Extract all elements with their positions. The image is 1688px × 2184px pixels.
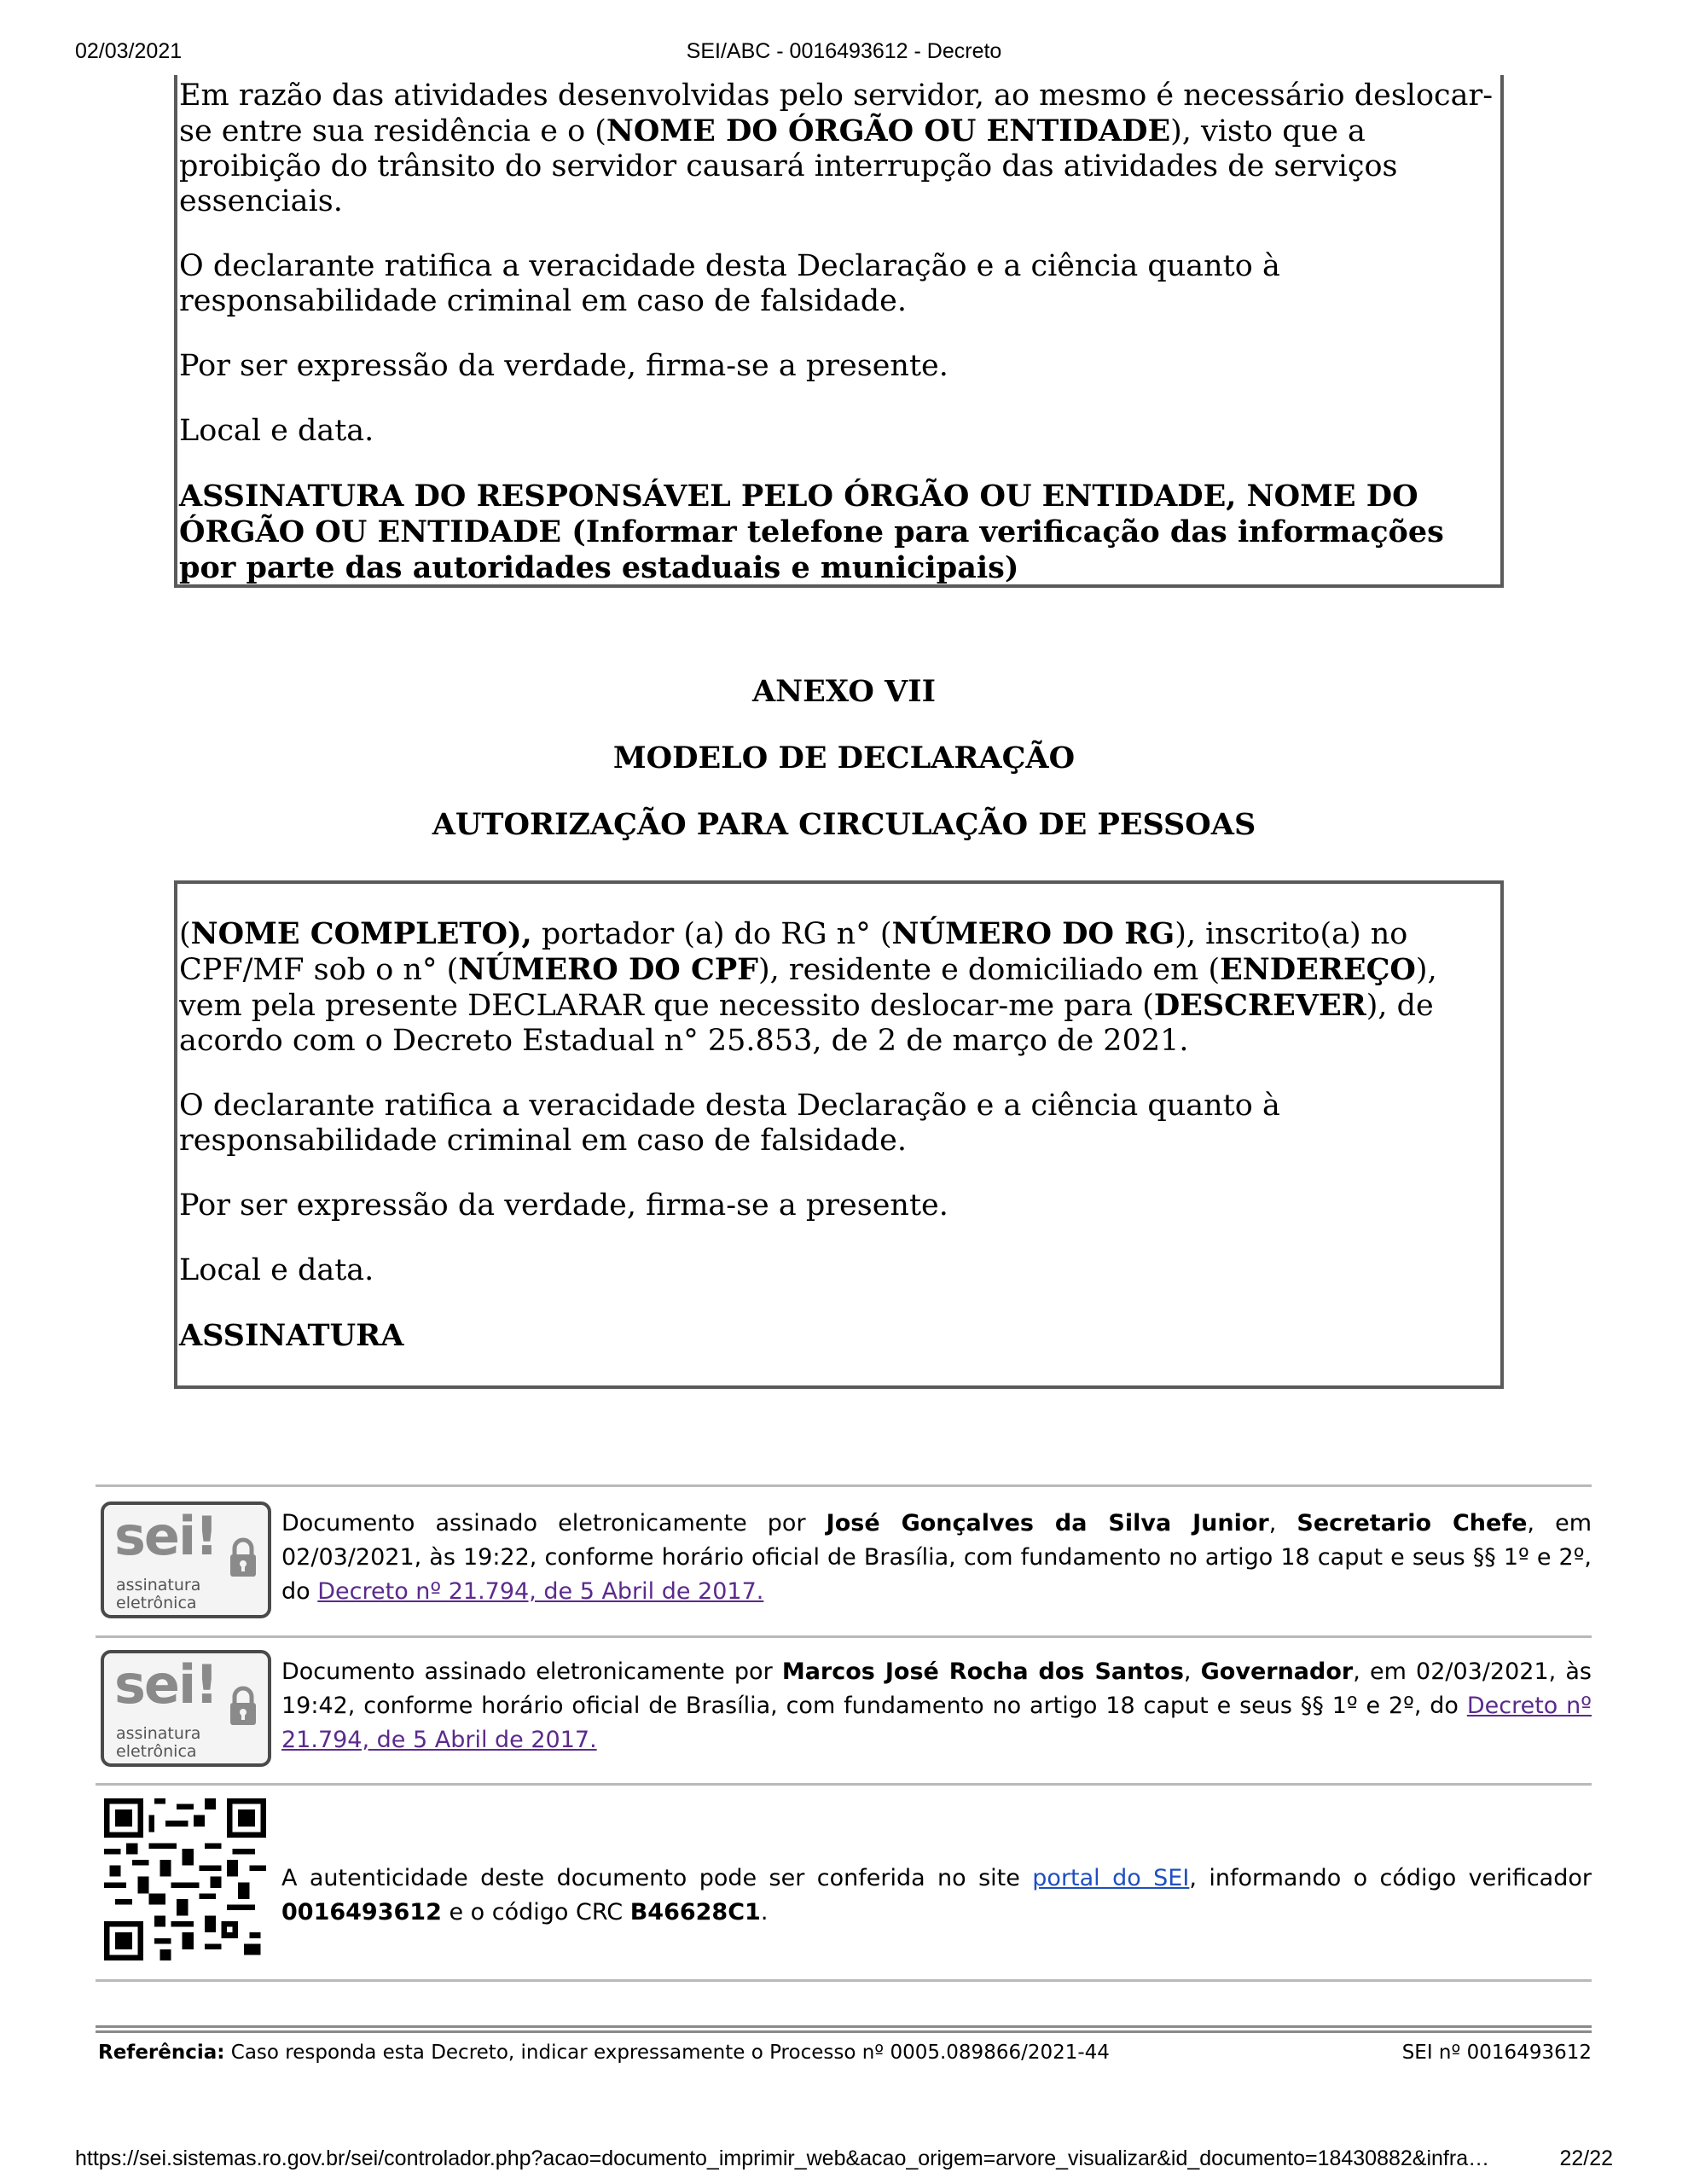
authenticity-block <box>96 1798 1592 1969</box>
print-header <box>0 39 1688 67</box>
annex-subject: AUTORIZAÇÃO PARA CIRCULAÇÃO DE PESSOAS <box>432 807 1256 842</box>
print-date: 02/03/2021 <box>75 39 183 63</box>
signature-block-2 <box>96 1650 1592 1778</box>
decree-link[interactable]: Decreto nº 21.794, de 5 Abril de 2017. <box>317 1578 764 1605</box>
paragraph-residence: Em razão das atividades desenvolvidas pelo servidor, ao mesmo é necessário deslocar-se entre sua residência e o (NOME DO ÓRGÃO OU ENTIDADE), visto que a proibição do trânsito do servidor causará interrupção das atividades de serviços essenciais. <box>179 78 1494 218</box>
sei-portal-link[interactable]: portal do SEI <box>1032 1865 1190 1891</box>
signature-text: Documento assinado eletronicamente por Marcos José Rocha dos Santos, Governador, em 02/03/2021, às 19:42, conforme horário oficial de Brasília, com fundamento no artigo 18 caput e seus §§ 1º e 2º, do Decreto nº 21.794, de 5 Abril de 2017. <box>281 1658 1592 1753</box>
print-title: SEI/ABC - 0016493612 - Decreto <box>686 39 1002 63</box>
divider <box>96 1783 1592 1786</box>
paragraph-place-date: Local e data. <box>179 414 374 448</box>
authenticity-text: A autenticidade deste documento pode ser conferida no site portal do SEI, informando o código verificador 0016493612 e o código CRC B46628C1. <box>281 1865 1592 1926</box>
signature-block-1 <box>96 1502 1592 1629</box>
lock-icon <box>228 1686 258 1727</box>
divider <box>96 2030 1592 2033</box>
annex-number: ANEXO VII <box>752 674 936 709</box>
divider <box>96 2025 1592 2028</box>
declaration-box-previous <box>174 75 1504 588</box>
decree-link[interactable]: Decreto nº 21.794, de 5 Abril de 2017. <box>281 1693 1592 1753</box>
annex-model: MODELO DE DECLARAÇÃO <box>612 741 1076 775</box>
paragraph-truth: Por ser expressão da verdade, firma-se a presente. <box>179 349 948 383</box>
signature-instruction: ASSINATURA DO RESPONSÁVEL PELO ÓRGÃO OU ENTIDADE, NOME DO ÓRGÃO OU ENTIDADE (Informar telefone para verificação das informações por parte das autoridades estaduais e municipais) <box>179 479 1444 585</box>
sei-seal-icon: sei! assinatura eletrônica <box>101 1650 271 1767</box>
paragraph-ratification: O declarante ratifica a veracidade desta Declaração e a ciência quanto à responsabilidade criminal em caso de falsidade. <box>179 249 1280 318</box>
divider <box>96 1635 1592 1638</box>
declaration-box-circulation <box>174 880 1504 1389</box>
divider <box>96 1484 1592 1487</box>
signature-label: ASSINATURA <box>179 1318 404 1353</box>
print-footer <box>0 2146 1688 2174</box>
paragraph-declarant: (NOME COMPLETO), portador (a) do RG n° (NÚMERO DO RG), inscrito(a) no CPF/MF sob o n° (NÚMERO DO CPF), residente e domiciliado em (ENDEREÇO), vem pela presente DECLARAR que necessito deslocar-me para (DESCREVER), de acordo com o Decreto Estadual n° 25.853, de 2 de março de 2021. <box>179 916 1437 1058</box>
page-number: 22/22 <box>1559 2146 1613 2170</box>
divider <box>96 1979 1592 1982</box>
sei-seal-icon: sei! assinatura eletrônica <box>101 1502 271 1618</box>
paragraph-truth: Por ser expressão da verdade, firma-se a presente. <box>179 1188 948 1223</box>
qr-code-icon <box>104 1798 266 1960</box>
paragraph-ratification: O declarante ratifica a veracidade desta Declaração e a ciência quanto à responsabilidade criminal em caso de falsidade. <box>179 1089 1280 1158</box>
signature-text: Documento assinado eletronicamente por José Gonçalves da Silva Junior, Secretario Chefe, em 02/03/2021, às 19:22, conforme horário oficial de Brasília, com fundamento no artigo 18 caput e seus §§ 1º e 2º, do Decreto nº 21.794, de 5 Abril de 2017. <box>281 1510 1592 1605</box>
reference-text: Referência: Caso responda esta Decreto, indicar expressamente o Processo nº 0005.089866/2021-44 <box>98 2042 1110 2064</box>
print-url: https://sei.sistemas.ro.gov.br/sei/controlador.php?acao=documento_imprimir_web&acao_origem=arvore_visualizar&id_documento=18430882&infra… <box>75 2146 1490 2170</box>
lock-icon <box>228 1537 258 1578</box>
paragraph-place-date: Local e data. <box>179 1253 374 1287</box>
sei-number: SEI nº 0016493612 <box>1401 2042 1592 2064</box>
